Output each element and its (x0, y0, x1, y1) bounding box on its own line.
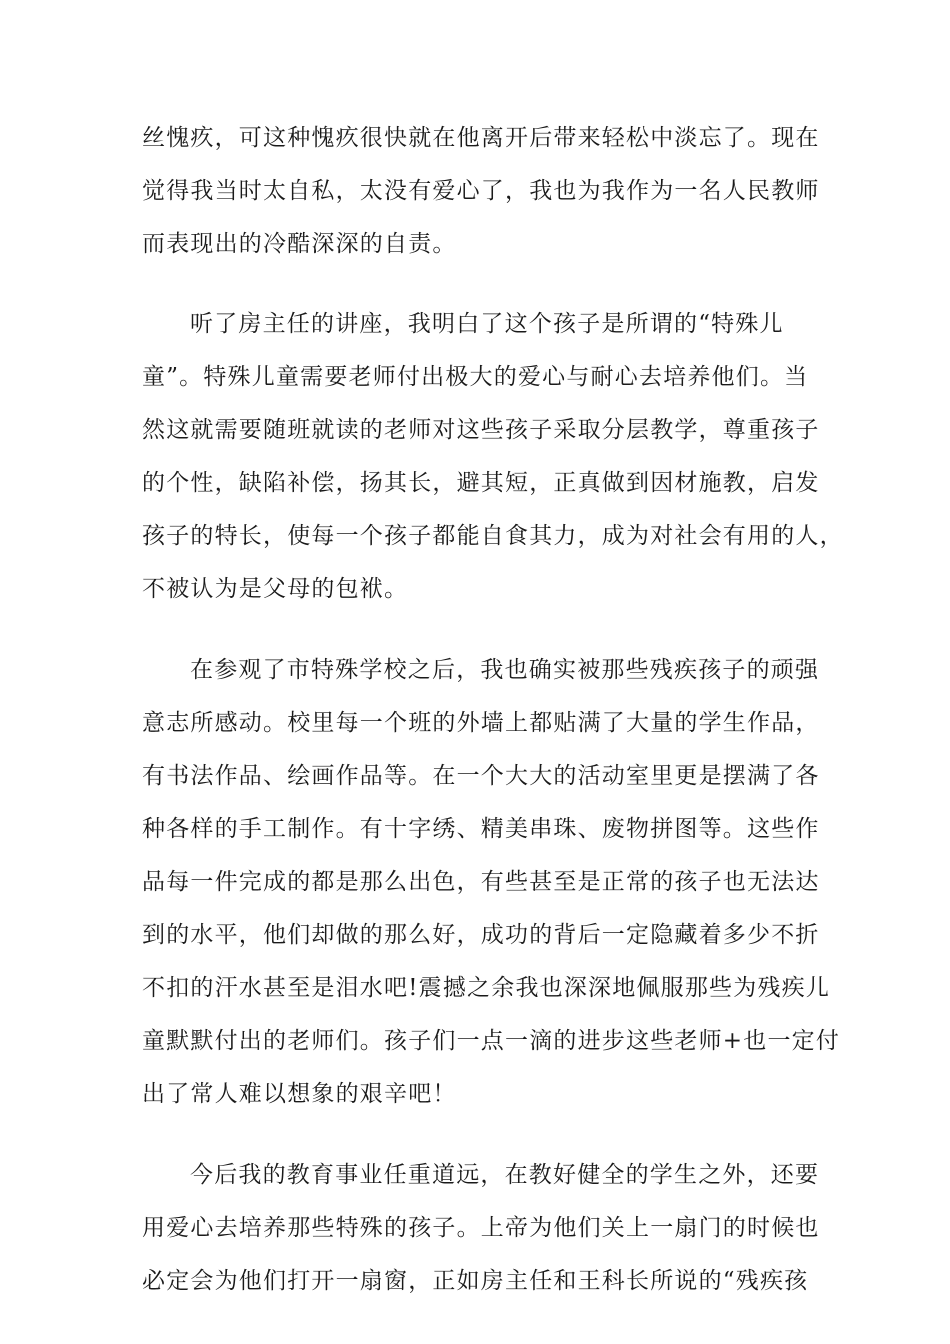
paragraph-3-line-9: 出了常人难以想象的艰辛吧！ (142, 1081, 457, 1107)
paragraph-3-line-1: 在参观了市特殊学校之后，我也确实被那些残疾孩子的顽强 (190, 657, 820, 683)
paragraph-3-line-2: 意志所感动。校里每一个班的外墙上都贴满了大量的学生作品， (142, 710, 820, 736)
paragraph-3-line-8: 童默默付出的老师们。孩子们一点一滴的进步这些老师+也一定付 (142, 1028, 841, 1054)
paragraph-2-line-1: 听了房主任的讲座，我明白了这个孩子是所谓的“特殊儿 (190, 311, 784, 337)
paragraph-1-line-2: 觉得我当时太自私，太没有爱心了，我也为我作为一名人民教师 (142, 178, 820, 204)
paragraph-3-line-5: 品每一件完成的都是那么出色，有些甚至是正常的孩子也无法达 (142, 869, 820, 895)
paragraph-2-line-5: 孩子的特长，使每一个孩子都能自食其力，成为对社会有用的人， (142, 523, 844, 549)
paragraph-2-line-4: 的个性，缺陷补偿，扬其长，避其短，正真做到因材施教，启发 (142, 470, 820, 496)
paragraph-4-line-3: 必定会为他们打开一扇窗，正如房主任和王科长所说的“残疾孩 (142, 1268, 809, 1294)
paragraph-1-line-3: 而表现出的冷酷深深的自责。 (142, 231, 457, 257)
paragraph-4-line-2: 用爱心去培养那些特殊的孩子。上帝为他们关上一扇门的时候也 (142, 1215, 820, 1241)
paragraph-2-line-6: 不被认为是父母的包袱。 (142, 576, 409, 602)
paragraph-4-line-1: 今后我的教育事业任重道远，在教好健全的学生之外，还要 (190, 1162, 820, 1188)
paragraph-3-line-4: 种各样的手工制作。有十字绣、精美串珠、废物拼图等。这些作 (142, 816, 820, 842)
paragraph-2-line-2: 童”。特殊儿童需要老师付出极大的爱心与耐心去培养他们。当 (142, 364, 809, 390)
paragraph-2-line-3: 然这就需要随班就读的老师对这些孩子采取分层教学，尊重孩子 (142, 417, 820, 443)
paragraph-1-line-1: 丝愧疚，可这种愧疚很快就在他离开后带来轻松中淡忘了。现在 (142, 125, 820, 151)
paragraph-3-line-7: 不扣的汗水甚至是泪水吧!震撼之余我也深深地佩服那些为残疾儿 (142, 975, 831, 1001)
paragraph-3-line-6: 到的水平，他们却做的那么好，成功的背后一定隐藏着多少不折 (142, 922, 820, 948)
paragraph-3-line-3: 有书法作品、绘画作品等。在一个大大的活动室里更是摆满了各 (142, 763, 820, 789)
